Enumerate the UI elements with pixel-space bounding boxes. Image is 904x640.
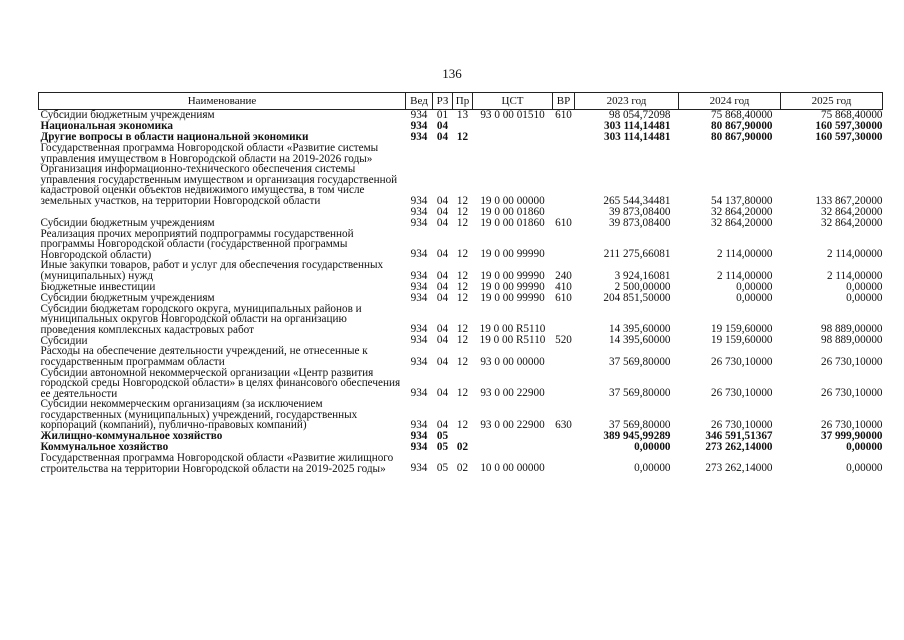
- cell-y2025: 98 889,00000: [820, 323, 883, 336]
- cell-vr: [553, 442, 575, 453]
- cell-name: Государственная программа Новгородской области «Развитие системы управления имуществом в Новгородской области на 2019-2026 годы» Организация информационно-технического обеспечения системы управления государственным имуществом и организация государственной кадастровой оценки объектов недвижимого имущества, в том числе земельных участков, на территории Новгородской области: [40, 142, 398, 207]
- header-cst: ЦСТ: [473, 93, 553, 110]
- cell-y2024: 32 864,20000: [710, 216, 773, 229]
- cell-name: Реализация прочих мероприятий подпрограммы государственной программы Новгородской области (государственной программы Новгородской области): [40, 227, 354, 261]
- cell-y2023: 265 544,34481: [603, 194, 671, 207]
- cell-cst: [473, 132, 553, 143]
- cell-cst: 19 0 00 01860: [480, 216, 545, 229]
- header-2025: 2025 год: [781, 93, 883, 110]
- cell-vr: 610: [555, 216, 572, 229]
- table-row: [39, 229, 883, 261]
- cell-name: Субсидии бюджетным учреждениям: [40, 216, 215, 229]
- cell-y2023: 98 054,72098: [608, 109, 671, 121]
- cell-y2024: 32 864,20000: [710, 205, 773, 218]
- cell-y2024: 273 262,14000: [705, 462, 773, 475]
- cell-y2025: 0,00000: [846, 280, 883, 293]
- cell-cst: 93 0 00 00000: [480, 355, 545, 368]
- cell-ved: 934: [410, 355, 428, 368]
- cell-vr: 610: [555, 291, 572, 304]
- cell-name: Субсидии бюджетным учреждениям: [40, 109, 215, 122]
- cell-name: Расходы на обеспечение деятельности учреждений, не отнесенные к государственным программам области: [40, 345, 368, 368]
- cell-pr: 12: [456, 205, 469, 218]
- cell-y2023: 303 114,14481: [603, 120, 671, 132]
- cell-y2023: 14 395,60000: [608, 323, 671, 336]
- cell-pr: 12: [456, 291, 469, 304]
- cell-y2024: 26 730,10000: [710, 355, 773, 368]
- cell-rz: 04: [436, 216, 449, 229]
- cell-y2023: 303 114,14481: [603, 131, 671, 143]
- cell-y2024: 0,00000: [736, 291, 773, 304]
- cell-y2024: 0,00000: [736, 280, 773, 293]
- cell-y2023: 204 851,50000: [603, 291, 671, 304]
- cell-rz: 05: [436, 430, 449, 443]
- cell-vr: [553, 229, 575, 261]
- cell-ved: 934: [410, 109, 428, 121]
- cell-y2025: 133 867,20000: [815, 194, 883, 207]
- cell-ved: 934: [410, 248, 428, 261]
- cell-ved: 934: [410, 280, 428, 293]
- cell-y2023: 3 924,16081: [614, 269, 671, 282]
- cell-ved: 934: [410, 323, 428, 336]
- cell-ved: 934: [410, 387, 428, 400]
- cell-ved: 934: [410, 269, 428, 282]
- cell-ved: 934: [410, 131, 428, 143]
- cell-vr: 610: [555, 109, 572, 121]
- cell-name: Субсидии: [40, 334, 88, 347]
- cell-vr: [553, 143, 575, 207]
- cell-name: Жилищно-коммунальное хозяйство: [40, 430, 223, 443]
- cell-ved: 934: [410, 291, 428, 304]
- cell-y2024: 2 114,00000: [716, 269, 773, 282]
- cell-pr: 12: [456, 194, 469, 207]
- cell-name: [39, 207, 406, 218]
- cell-y2024: 26 730,10000: [710, 387, 773, 400]
- cell-y2023: 37 569,80000: [608, 387, 671, 400]
- cell-ved: 934: [410, 120, 428, 132]
- cell-ved: 934: [410, 441, 428, 454]
- cell-pr: 12: [456, 216, 469, 229]
- cell-cst: [473, 431, 553, 442]
- table-row: [39, 399, 883, 431]
- cell-y2023: 211 275,66081: [603, 248, 671, 261]
- cell-y2024: 80 867,90000: [710, 120, 773, 132]
- cell-y2023: 37 569,80000: [608, 419, 671, 432]
- cell-pr: 12: [456, 334, 469, 347]
- header-ved: Вед: [406, 93, 433, 110]
- cell-y2025: 0,00000: [846, 291, 883, 304]
- cell-cst: 93 0 00 22900: [480, 387, 545, 400]
- cell-rz: 04: [436, 355, 449, 368]
- cell-rz: 04: [436, 194, 449, 207]
- cell-pr: 12: [456, 248, 469, 261]
- cell-vr: [553, 346, 575, 367]
- cell-rz: 01: [436, 109, 449, 121]
- cell-y2024: 273 262,14000: [705, 441, 773, 454]
- cell-y2025: 32 864,20000: [820, 216, 883, 229]
- cell-cst: [473, 121, 553, 132]
- cell-cst: [473, 442, 553, 453]
- cell-y2024: 75 868,40000: [710, 109, 773, 121]
- cell-pr: 12: [456, 419, 469, 432]
- cell-name: Бюджетные инвестиции: [40, 280, 156, 293]
- cell-y2024: 346 591,51367: [705, 430, 773, 443]
- cell-y2023: 2 500,00000: [614, 280, 671, 293]
- cell-y2025: 0,00000: [846, 441, 883, 454]
- table-row: [39, 207, 883, 218]
- cell-pr: 12: [456, 323, 469, 336]
- cell-name: Субсидии бюджетам городского округа, муниципальных районов и муниципальных округов Новгородской области на организацию проведения комплексных кадастровых работ: [40, 302, 362, 336]
- cell-y2025: 75 868,40000: [820, 109, 883, 121]
- cell-y2023: 39 873,08400: [608, 205, 671, 218]
- cell-rz: 04: [436, 387, 449, 400]
- cell-rz: 05: [436, 441, 449, 454]
- table-row: [39, 346, 883, 367]
- cell-pr: 12: [456, 280, 469, 293]
- cell-y2023: 37 569,80000: [608, 355, 671, 368]
- cell-vr: [553, 453, 575, 474]
- cell-rz: 04: [436, 334, 449, 347]
- cell-vr: [553, 431, 575, 442]
- cell-rz: 04: [436, 120, 449, 132]
- cell-vr: [553, 121, 575, 132]
- header-name: Наименование: [39, 93, 406, 110]
- budget-table: [38, 92, 883, 474]
- cell-pr: 13: [456, 109, 469, 121]
- cell-pr: 02: [456, 441, 469, 454]
- cell-y2025: 2 114,00000: [826, 269, 883, 282]
- table-row: [39, 260, 883, 281]
- cell-y2023: 39 873,08400: [608, 216, 671, 229]
- cell-vr: 410: [555, 280, 572, 293]
- table-row: [39, 453, 883, 474]
- cell-name: Национальная экономика: [40, 120, 173, 133]
- cell-cst: 10 0 00 00000: [480, 462, 545, 475]
- cell-cst: 19 0 00 00000: [480, 194, 545, 207]
- cell-pr: 12: [456, 387, 469, 400]
- table-row: [39, 368, 883, 400]
- table-row: [39, 143, 883, 207]
- cell-rz: 04: [436, 205, 449, 218]
- cell-pr: 12: [456, 355, 469, 368]
- cell-cst: 93 0 00 01510: [480, 109, 545, 121]
- cell-name: Другие вопросы в области национальной экономики: [40, 131, 309, 144]
- table-row: [39, 293, 883, 304]
- cell-ved: 934: [410, 205, 428, 218]
- header-2023: 2023 год: [575, 93, 679, 110]
- cell-y2023: 389 945,99289: [603, 430, 671, 443]
- cell-name: Субсидии некоммерческим организациям (за исключением государственных (муниципальных) учреждений, государственных корпораций (компаний), публично-правовых компаний): [40, 398, 358, 432]
- header-pr: Пр: [453, 93, 473, 110]
- cell-name: Коммунальное хозяйство: [40, 441, 169, 454]
- cell-y2025: 0,00000: [846, 462, 883, 475]
- cell-y2023: 0,00000: [634, 441, 671, 454]
- table-row: [39, 218, 883, 229]
- cell-name: Субсидии бюджетным учреждениям: [40, 291, 215, 304]
- cell-y2025: 2 114,00000: [826, 248, 883, 261]
- cell-y2023: 0,00000: [634, 462, 671, 475]
- header-2024: 2024 год: [679, 93, 781, 110]
- table-header-row: [39, 93, 883, 110]
- cell-vr: 240: [555, 269, 572, 282]
- cell-y2025: 26 730,10000: [820, 387, 883, 400]
- cell-vr: [553, 207, 575, 218]
- cell-cst: 19 0 00 99990: [480, 248, 545, 261]
- cell-vr: [553, 368, 575, 400]
- cell-cst: 19 0 00 99990: [480, 280, 545, 293]
- cell-ved: 934: [410, 334, 428, 347]
- cell-pr: 12: [456, 131, 469, 143]
- cell-y2025: 26 730,10000: [820, 419, 883, 432]
- cell-name: Субсидии автономной некоммерческой организации «Центр развития городской среды Новгородской области» в целях финансового обеспечения ее деятельности: [40, 366, 401, 400]
- cell-cst: 93 0 00 22900: [480, 419, 545, 432]
- cell-ved: 934: [410, 194, 428, 207]
- cell-vr: [553, 132, 575, 143]
- cell-vr: 630: [555, 419, 572, 432]
- cell-y2025: 32 864,20000: [820, 205, 883, 218]
- cell-cst: 19 0 00 99990: [480, 269, 545, 282]
- cell-y2025: 98 889,00000: [820, 334, 883, 347]
- budget-table-container: [38, 92, 882, 474]
- cell-rz: 04: [436, 280, 449, 293]
- cell-pr: 12: [456, 269, 469, 282]
- cell-cst: 19 0 00 99990: [480, 291, 545, 304]
- cell-vr: [553, 304, 575, 336]
- cell-ved: 934: [410, 462, 428, 475]
- cell-y2025: 160 597,30000: [815, 120, 883, 132]
- cell-y2024: 2 114,00000: [716, 248, 773, 261]
- cell-rz: 05: [436, 462, 449, 475]
- cell-ved: 934: [410, 430, 428, 443]
- cell-ved: 934: [410, 419, 428, 432]
- table-row: [39, 304, 883, 336]
- cell-name: Иные закупки товаров, работ и услуг для обеспечения государственных (муниципальных) нужд: [40, 259, 384, 282]
- cell-rz: 04: [436, 291, 449, 304]
- cell-pr: 02: [456, 462, 469, 475]
- cell-y2025: 160 597,30000: [815, 131, 883, 143]
- cell-y2024: 26 730,10000: [710, 419, 773, 432]
- cell-rz: 04: [436, 419, 449, 432]
- header-rz: РЗ: [433, 93, 453, 110]
- cell-ved: 934: [410, 216, 428, 229]
- cell-y2024: 19 159,60000: [710, 334, 773, 347]
- cell-vr: 520: [555, 334, 572, 347]
- cell-rz: 04: [436, 269, 449, 282]
- cell-rz: 04: [436, 323, 449, 336]
- cell-y2025: 37 999,90000: [820, 430, 883, 443]
- cell-y2024: 19 159,60000: [710, 323, 773, 336]
- page-number: 136: [442, 66, 462, 81]
- cell-cst: 19 0 00 01860: [480, 205, 545, 218]
- cell-rz: 04: [436, 131, 449, 143]
- table-row: [39, 282, 883, 293]
- cell-cst: 19 0 00 R5110: [479, 334, 546, 347]
- cell-y2024: 54 137,80000: [710, 194, 773, 207]
- cell-cst: 19 0 00 R5110: [479, 323, 546, 336]
- cell-y2023: 14 395,60000: [608, 334, 671, 347]
- cell-y2024: 80 867,90000: [710, 131, 773, 143]
- cell-y2025: 26 730,10000: [820, 355, 883, 368]
- header-vr: ВР: [553, 93, 575, 110]
- cell-name: Государственная программа Новгородской области «Развитие жилищного строительства на территории Новгородской области на 2019-2025 годы»: [40, 452, 394, 475]
- cell-rz: 04: [436, 248, 449, 261]
